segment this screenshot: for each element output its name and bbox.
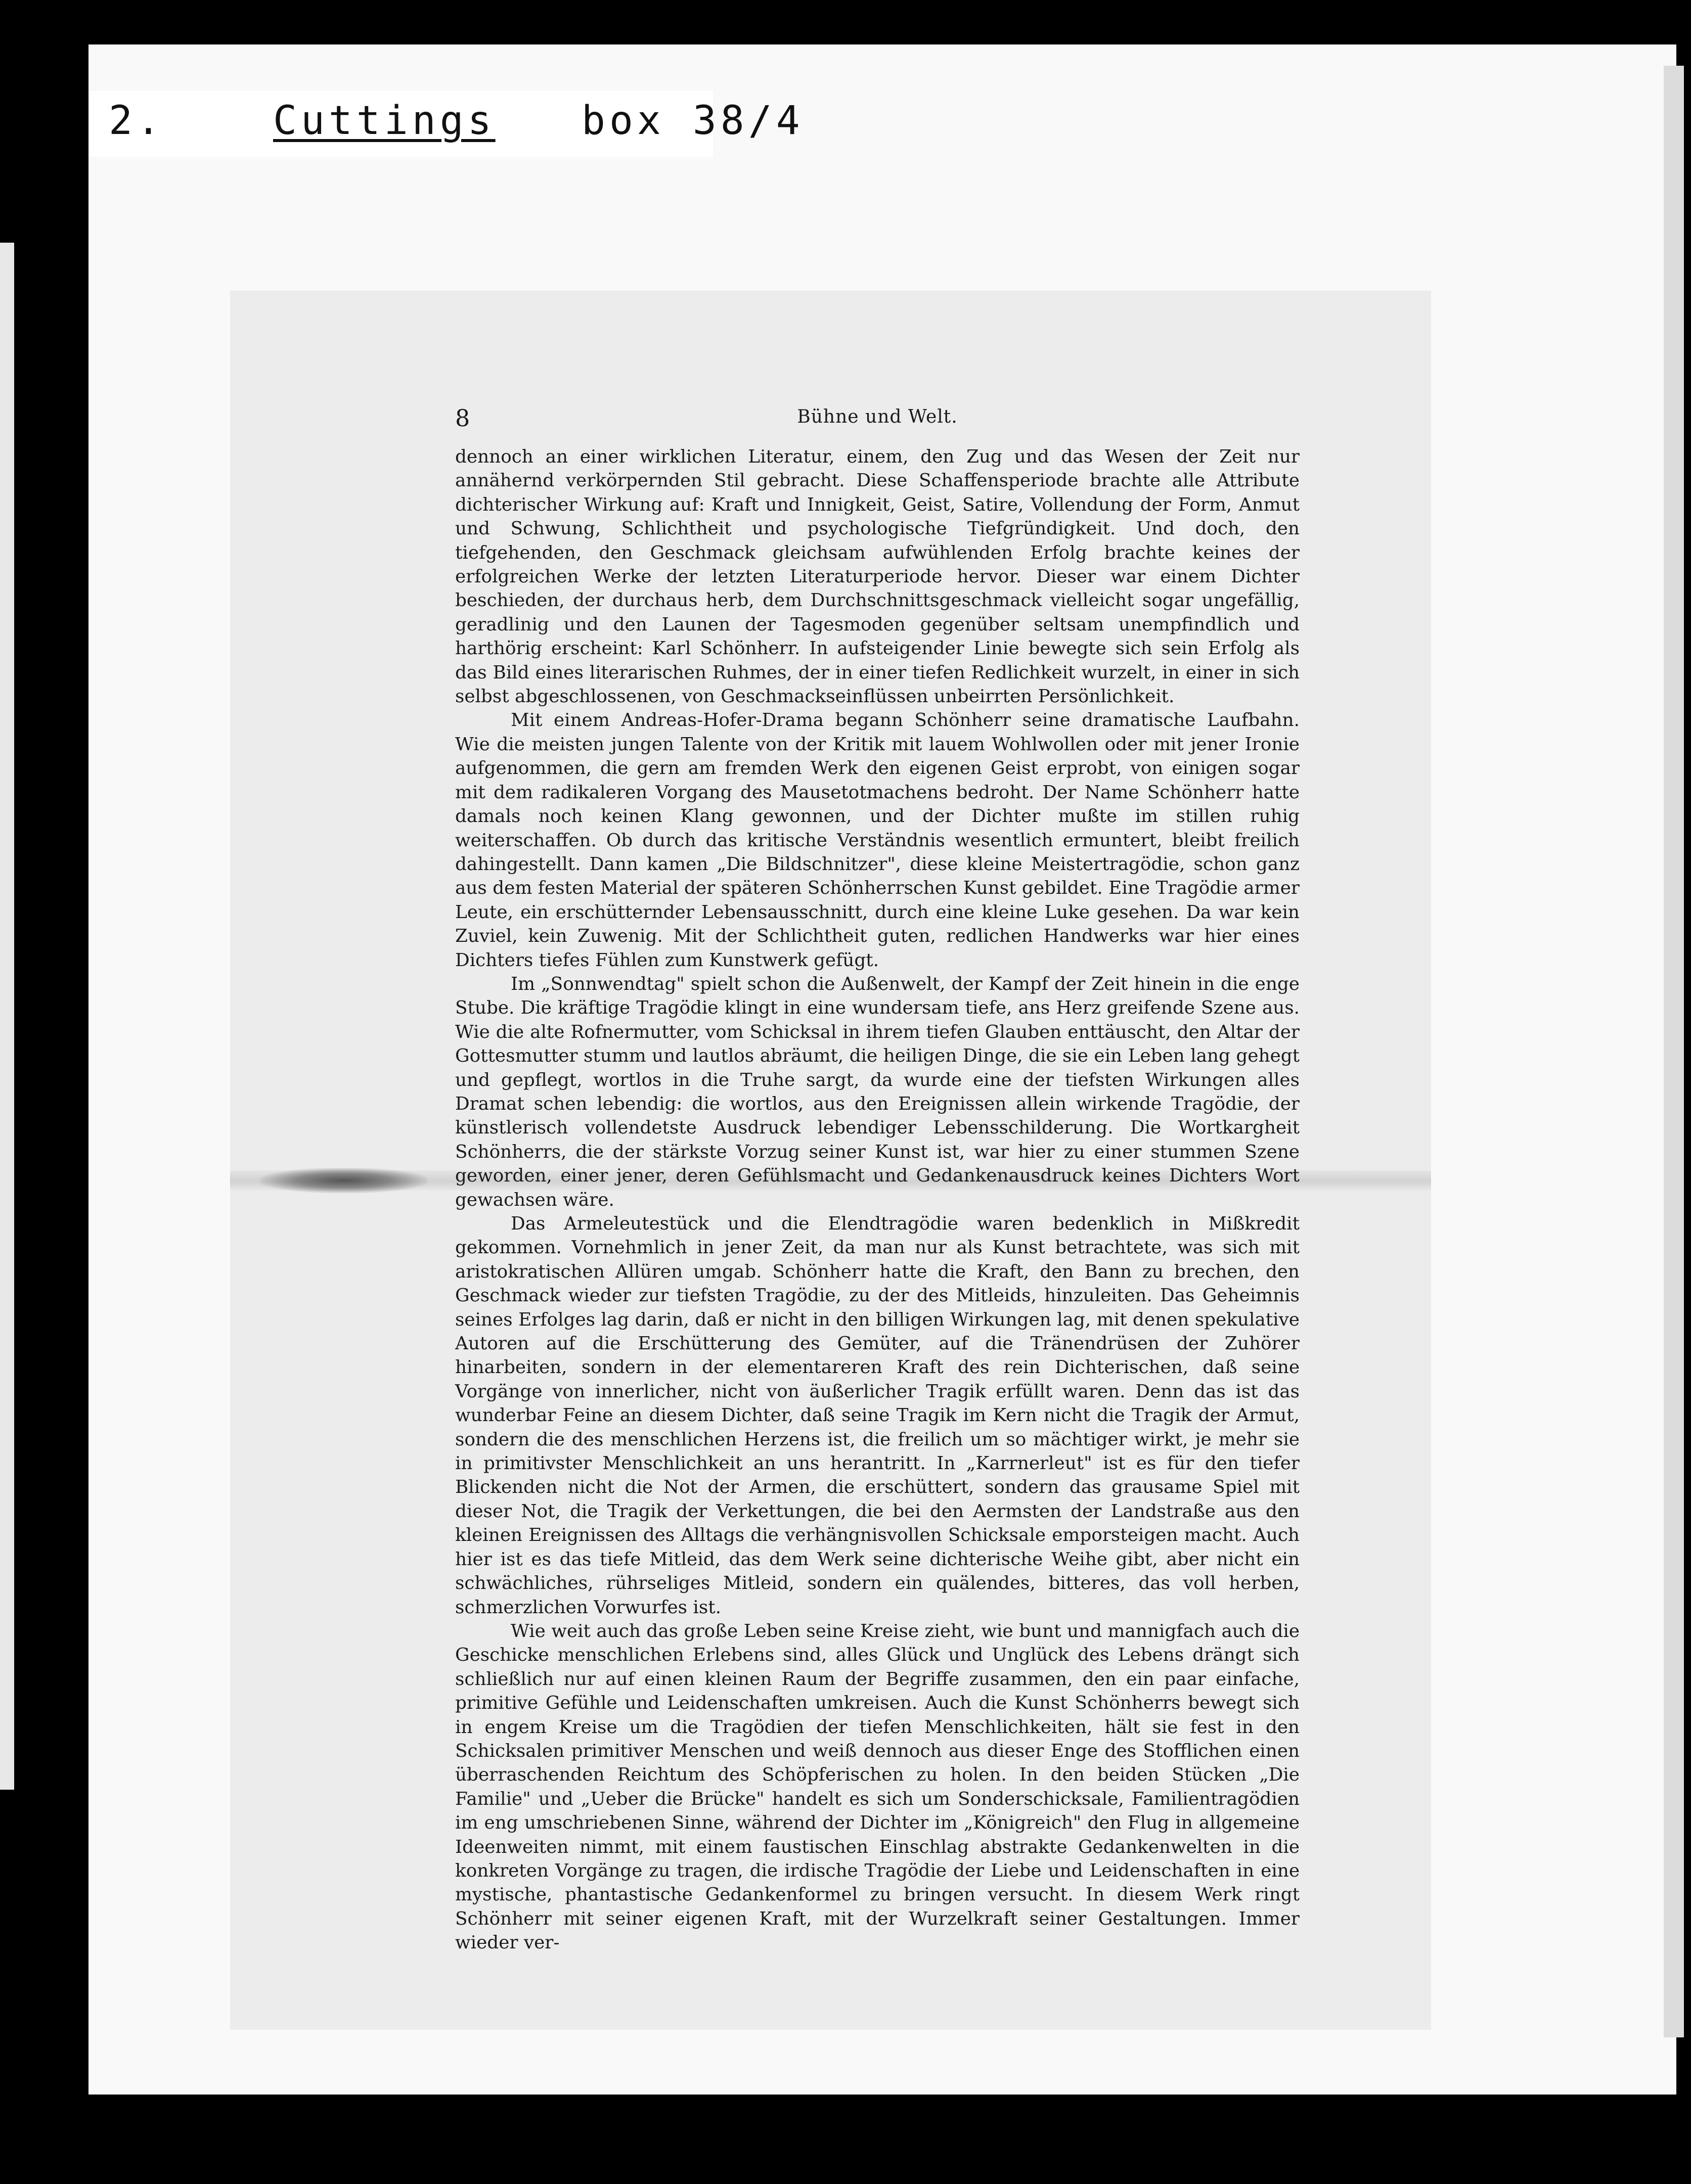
paragraph: dennoch an einer wirklichen Literatur, einem, den Zug und das Wesen der Zeit nur annähernd verkörpernden Stil gebracht. Diese Schaffensperiode brachte alle Attribute dichterischer Wirkung auf: Kraft und Innigkeit, Geist, Satire, Vollendung der Form, Anmut und Schwung, Schlichtheit und psychologische Tiefgründigkeit. Und doch, den tiefgehenden, den Geschmack gleichsam aufwühlenden Erfolg brachte keines der erfolgreichen Werke der letzten Literaturperiode hervor. Dieser war einem Dichter beschieden, der durchaus herb, dem Durchschnittsgeschmack vielleicht sogar ungefällig, geradlinig und den Launen der Tagesmoden gegenüber seltsam unempfindlich und harthörig erscheint: Karl Schönherr. In aufsteigender Linie bewegte sich sein Erfolg als das Bild eines literarischen Ruhmes, der in einer tiefen Redlichkeit wurzelt, in einer in sich selbst abgeschlossenen, von Geschmackseinflüssen unbeirrten Persönlichkeit. xyxy=(455,446,1300,707)
page-header xyxy=(455,404,1300,445)
ink-smudge xyxy=(260,1168,427,1193)
film-edge-left xyxy=(0,243,14,1790)
running-head: Bühne und Welt. xyxy=(797,406,958,427)
newspaper-cutting xyxy=(230,291,1431,2030)
folder-right-edge xyxy=(1664,66,1684,2037)
paragraph: Das Armeleutestück und die Elendtragödie waren bedenklich in Mißkredit gekommen. Vornehmlich in jener Zeit, da man nur als Kunst betrachtete, was sich mit aristokratischen Allüren umgab. Schönherr hatte die Kraft, den Bann zu brechen, den Geschmack wieder zur tiefsten Tragödie, zu der des Mitleids, hinzuleiten. Das Geheimnis seines Erfolges lag darin, daß er nicht in den billigen Wirkungen lag, mit denen spekulative Autoren auf die Erschütterung des Gemüter, auf die Tränendrüsen der Zuhörer hinarbeiten, sondern in der elementareren Kraft des rein Dichterischen, daß seine Vorgänge von innerlicher, nicht von äußerlicher Tragik erfüllt waren. Denn das ist das wunderbar Feine an diesem Dichter, daß seine Tragik im Kern nicht die Tragik der Armut, sondern die des menschlichen Herzens ist, die freilich um so mächtiger wirkt, je mehr sie in primitivster Menschlichkeit an uns herantritt. In „Karrnerleut" ist es für den tiefer Blickenden nicht die Not der Armen, die erschüttert, sondern das grausame Spiel mit dieser Not, die Tragik der Verkettungen, die bei den Aermsten der Landstraße aus den kleinen Ereignissen des Alltags die verhängnisvollen Schicksale emporsteigen macht. Auch hier ist es das tiefe Mitleid, das dem Werk seine dichterische Weihe gibt, aber nicht ein schwächliches, rührseliges Mitleid, sondern ein quälendes, bitteres, das voll herben, schmerzlichen Vorwurfes ist. xyxy=(455,1213,1300,1618)
paragraph: Im „Sonnwendtag" spielt schon die Außenwelt, der Kampf der Zeit hinein in die enge Stube. Die kräftige Tragödie klingt in eine wundersam tiefe, ans Herz greifende Szene aus. Wie die alte Rofnermutter, vom Schicksal in ihrem tiefen Glauben enttäuscht, den Altar der Gottesmutter stumm und lautlos abräumt, die heiligen Dinge, die sie ein Leben lang gehegt und gepflegt, wortlos in die Truhe sargt, da wurde eine der tiefsten Wirkungen alles Dramat schen lebendig: die wortlos, aus den Ereignissen allein wirkende Tragödie, der künstlerisch vollendetste Ausdruck lebendiger Lebensschilderung. Die Wortkargheit Schönherrs, die der stärkste Vorzug seiner Kunst ist, war hier zu einer stummen Szene geworden, einer jener, deren Gefühlsmacht und Gedankenausdruck keines Dichters Wort gewachsen wäre. xyxy=(455,973,1300,1210)
page-number: 8 xyxy=(455,404,470,432)
label-category: Cuttings xyxy=(273,98,496,144)
archive-label xyxy=(88,91,804,157)
paragraph: Mit einem Andreas-Hofer-Drama begann Schönherr seine dramatische Laufbahn. Wie die meisten jungen Talente von der Kritik mit lauem Wohlwollen oder mit jener Ironie aufgenommen, die gern am fremden Werk den eigenen Geist erprobt, von einigen sogar mit dem radikaleren Vorgang des Mausetotmachens bedroht. Der Name Schönherr hatte damals noch keinen Klang gewonnen, und der Dichter mußte im stillen ruhig weiterschaffen. Ob durch das kritische Verständnis wesentlich ermuntert, bleibt freilich dahingestellt. Dann kamen „Die Bildschnitzer", diese kleine Meistertragödie, schon ganz aus dem festen Material der späteren Schönherrschen Kunst gebildet. Eine Tragödie armer Leute, ein erschütternder Lebensausschnitt, durch eine kleine Luke gesehen. Da war kein Zuviel, kein Zuwenig. Mit der Schlichtheit guten, redlichen Handwerks war hier eines Dichters tiefes Fühlen zum Kunstwerk gefügt. xyxy=(455,710,1300,971)
paragraph: Wie weit auch das große Leben seine Kreise zieht, wie bunt und mannigfach auch die Geschicke menschlichen Erlebens sind, alles Glück und Unglück des Lebens drängt sich schließlich nur auf einen kleinen Raum der Begriffe zusammen, den ein paar einfache, primitive Gefühle und Leidenschaften umkreisen. Auch die Kunst Schönherrs bewegt sich in engem Kreise um die Tragödien der tiefen Menschlichkeiten, hält sie fest in den Schicksalen primitiver Menschen und weiß dennoch aus dieser Enge des Stofflichen einen überraschenden Reichtum des Schöpferischen zu holen. In den beiden Stücken „Die Familie" und „Ueber die Brücke" handelt es sich um Sonderschicksale, Familientragödien im eng umschriebenen Sinne, während der Dichter im „Königreich" den Flug in allgemeine Ideenweiten nimmt, mit einem faustischen Einschlag abstrakte Gedankenwelten in die konkreten Vorgänge zu tragen, die irdische Tragödie der Liebe und Leidenschaften in eine mystische, phantastische Gedankenformel zu bringen versucht. In diesem Werk ringt Schönherr mit seiner eigenen Kraft, mit der Wurzelkraft seiner Gestaltungen. Immer wieder ver- xyxy=(455,1620,1300,1953)
label-prefix: 2. xyxy=(109,98,164,144)
label-box-number: box 38/4 xyxy=(582,98,804,144)
article-body xyxy=(455,404,1300,1955)
